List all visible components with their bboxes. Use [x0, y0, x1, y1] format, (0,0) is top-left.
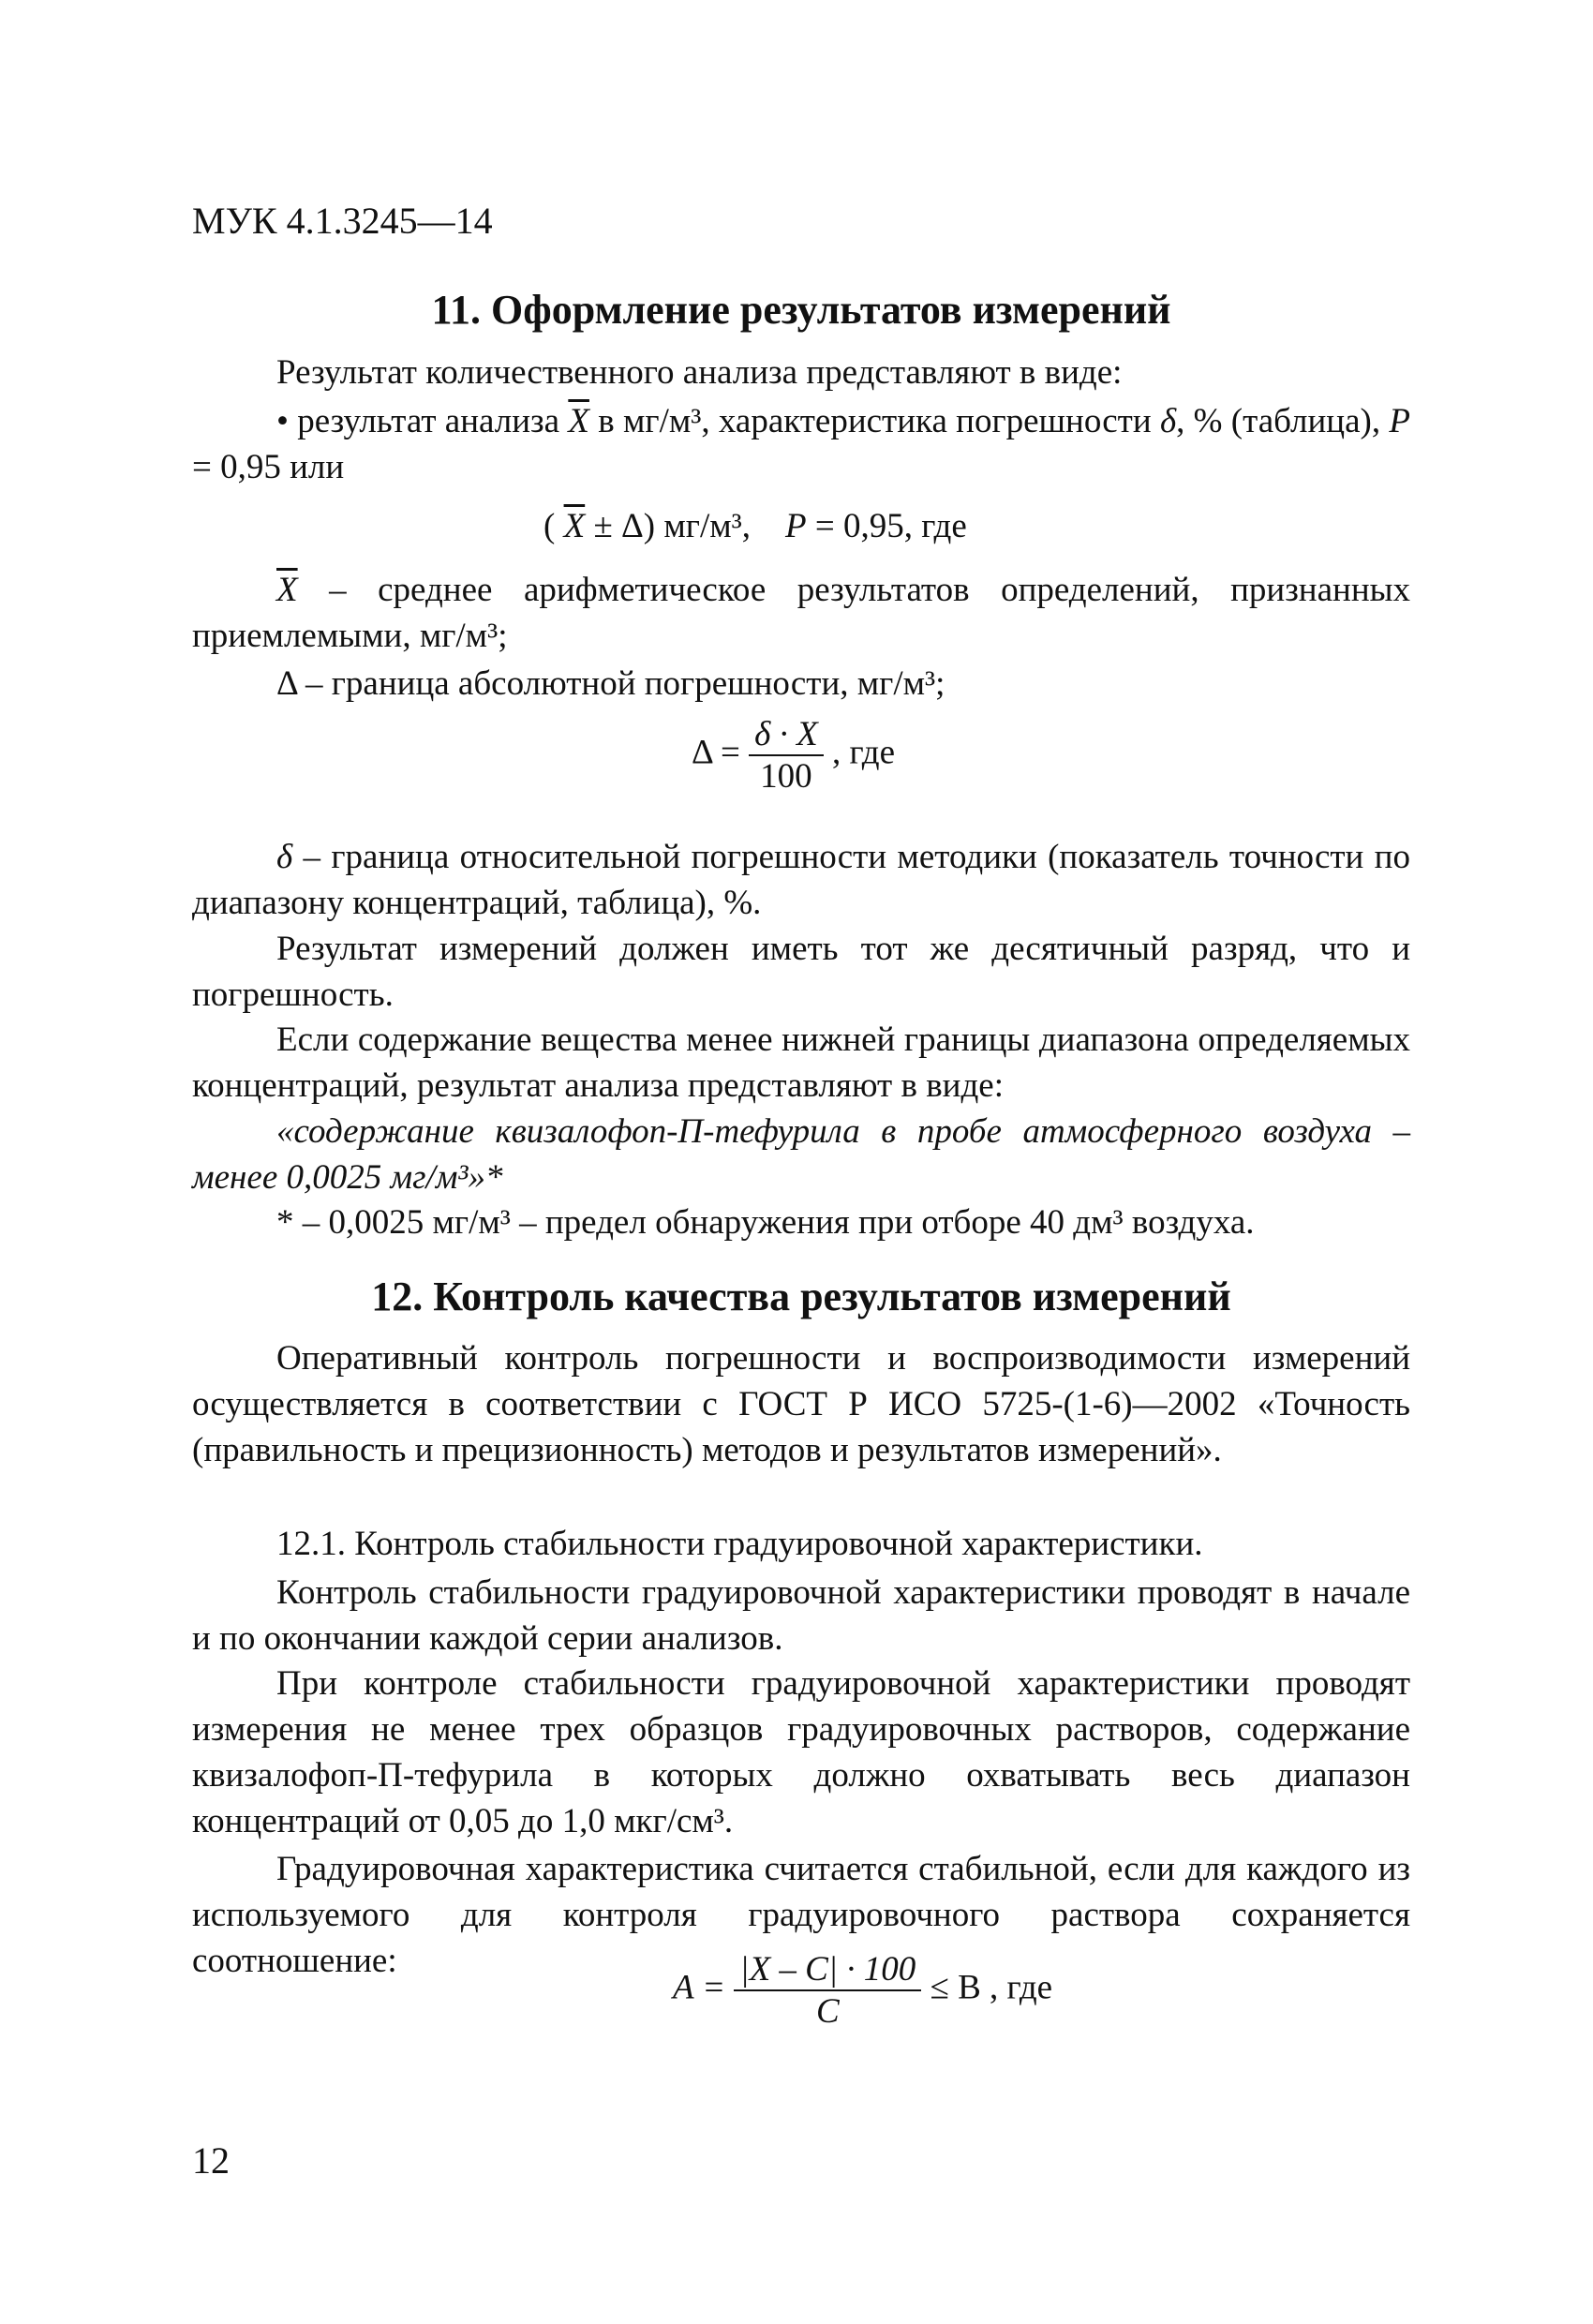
section-11-title: 11. Оформление результатов измерений [431, 287, 1171, 333]
detection-limit-footnote: * – 0,0025 мг/м³ – предел обнаружения при отборе 40 дм³ воздуха. [276, 1203, 1255, 1242]
formula1-p: P [785, 507, 807, 545]
operational-control-paragraph: Оперативный контроль погрешности и воспроизводимости измерений осуществляется в соответствии с ГОСТ Р ИСО 5725-(1-6)—2002 «Точность (правильность и прецизионность) методов и результатов измерений». [192, 1339, 1410, 1469]
calibration-control-timing: Контроль стабильности градуировочной характеристики проводят в начале и по окончании каждой серии анализов. [192, 1573, 1410, 1658]
formula2-left: Δ = [692, 733, 740, 772]
calibration-control-procedure: При контроле стабильности градуировочной характеристики проводят измерения не менее трех образцов градуировочных растворов, содержание квизалофоп-П-тефурила в которых должно охватывать весь диапазон концентраций от 0,05 до 1,0 мкг/см³. [192, 1664, 1410, 1840]
x-mean-definition-text: – среднее арифметическое результатов определений, признанных приемлемыми, мг/м³; [192, 571, 1410, 655]
formula-absolute-error [692, 714, 895, 797]
below-range-paragraph: Если содержание вещества менее нижней границы диапазона определяемых концентраций, результат анализа представляют в виде: [192, 1020, 1410, 1105]
page-number: 12 [192, 2139, 230, 2182]
p-symbol: P [1389, 402, 1410, 440]
bullet-text-d: = 0,95 или [192, 448, 345, 486]
relative-delta-symbol: δ [276, 838, 293, 876]
formula2-fraction [749, 714, 824, 797]
delta-symbol: δ [1159, 402, 1177, 440]
formula2-numerator: δ · X [749, 714, 824, 756]
result-form-bullet [192, 398, 1410, 490]
calibration-stability-criterion: Градуировочная характеристика считается стабильной, если для каждого из используемого для контроля градуировочного раствора сохраняется соотношение: [192, 1850, 1410, 1980]
x-mean-symbol: $\overline{X}$ [568, 402, 589, 440]
subsection-12-1-title: 12.1. Контроль стабильности градуировочной характеристики. [276, 1525, 1203, 1563]
document-code-header: МУК 4.1.3245—14 [192, 200, 493, 242]
bullet-text-c: , % (таблица), [1176, 402, 1390, 440]
formula1-tail: = 0,95, где [806, 507, 967, 545]
formula3-left: A = [673, 1968, 726, 2007]
formula3-right: ≤ B , где [930, 1968, 1053, 2007]
formula2-right: , где [831, 733, 896, 772]
formula1-rest: ± Δ) мг/м³, [585, 507, 751, 545]
bullet-text-a: • результат анализа [276, 402, 569, 440]
delta-definition: Δ – граница абсолютной погрешности, мг/м³; [276, 664, 945, 703]
formula2-denominator: 100 [760, 757, 812, 796]
formula1-x: $\overline{X}$ [563, 507, 586, 545]
formula3-fraction [734, 1949, 921, 2032]
formula-result-interval [543, 506, 967, 546]
relative-error-definition-text: – граница относительной погрешности методики (показатель точности по диапазону концентраций, таблица), %. [192, 838, 1410, 922]
bullet-text-b: в мг/м³, характеристика погрешности [588, 402, 1160, 440]
formula3-denominator: C [816, 1992, 840, 2031]
section-11-intro: Результат количественного анализа представляют в виде: [276, 353, 1123, 392]
formula-stability [673, 1949, 1052, 2032]
x-mean-definition [192, 567, 1410, 659]
precision-note: Результат измерений должен иметь тот же десятичный разряд, что и погрешность. [192, 930, 1410, 1014]
section-12-title: 12. Контроль качества результатов измерений [371, 1274, 1231, 1319]
x-mean-label: $\overline{X}$ [276, 571, 298, 609]
formula3-numerator: |X – C| · 100 [734, 1949, 921, 1991]
relative-error-definition [192, 834, 1410, 926]
below-range-example: «содержание квизалофоп-П-тефурила в пробе атмосферного воздуха – менее 0,0025 мг/м³»* [192, 1112, 1410, 1197]
formula1-open: ( [543, 507, 564, 545]
